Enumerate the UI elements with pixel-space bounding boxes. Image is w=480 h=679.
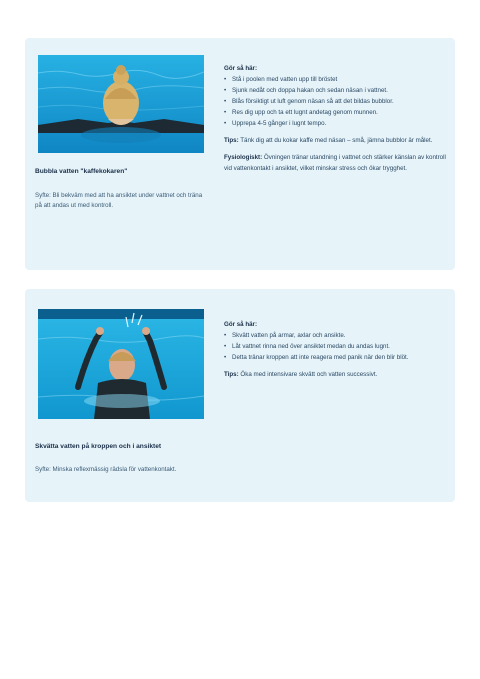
splashing-swimmer-photo bbox=[38, 309, 204, 419]
step-item: • Res dig upp och ta ett lugnt andetag genom munnen. bbox=[224, 107, 446, 118]
steps-list bbox=[224, 74, 446, 129]
tips-text: Tänk dig att du kokar kaffe med näsan – små, jämna bubblor är målet. bbox=[240, 137, 433, 144]
exercise-title: Bubbla vatten "kaffekokaren" bbox=[35, 168, 128, 175]
exercise-purpose: Syfte: Bli bekväm med att ha ansiktet under vattnet och träna på att andas ut med kontroll. bbox=[35, 192, 203, 209]
exercise-card-splash bbox=[25, 289, 455, 502]
steps-list bbox=[224, 330, 446, 363]
step-item: • Skvätt vatten på armar, axlar och ansikte. bbox=[224, 330, 446, 341]
physiology-note bbox=[224, 152, 446, 174]
tips bbox=[224, 369, 446, 380]
instructions bbox=[224, 319, 446, 380]
exercise-title: Skvätta vatten på kroppen och i ansiktet bbox=[35, 443, 162, 450]
instructions bbox=[224, 63, 446, 174]
step-item: • Blås försiktigt ut luft genom näsan så att det bildas bubblor. bbox=[224, 96, 446, 107]
step-item: • Detta tränar kroppen att inte reagera med panik när den blir blöt. bbox=[224, 352, 446, 363]
tips-label: Tips: bbox=[224, 371, 239, 378]
bubbling-swimmer-photo bbox=[38, 55, 204, 153]
tips-label: Tips: bbox=[224, 137, 239, 144]
step-item: • Upprepa 4-5 gånger i lugnt tempo. bbox=[224, 118, 446, 129]
step-item: • Låt vattnet rinna ned över ansiktet medan du andas lugnt. bbox=[224, 341, 446, 352]
step-item: • Sjunk nedåt och doppa hakan och sedan näsan i vattnet. bbox=[224, 85, 446, 96]
steps-heading: Gör så här: bbox=[224, 65, 258, 72]
steps-heading: Gör så här: bbox=[224, 321, 258, 328]
step-item: • Stå i poolen med vatten upp till bröstet bbox=[224, 74, 446, 85]
physiology-text: Övningen tränar utandning i vattnet och stärker känslan av kontroll vid vattenkontakt i ansiktet, vilket minskar stress och ökar trygghet. bbox=[224, 154, 446, 172]
tips bbox=[224, 135, 446, 146]
exercise-purpose: Syfte: Minska reflexmässig rädsla för vattenkontakt. bbox=[35, 466, 177, 473]
exercise-card-bubbles bbox=[25, 38, 455, 270]
physiology-label: Fysiologiskt: bbox=[224, 154, 263, 161]
tips-text: Öka med intensivare skvätt och vatten successivt. bbox=[240, 371, 378, 378]
